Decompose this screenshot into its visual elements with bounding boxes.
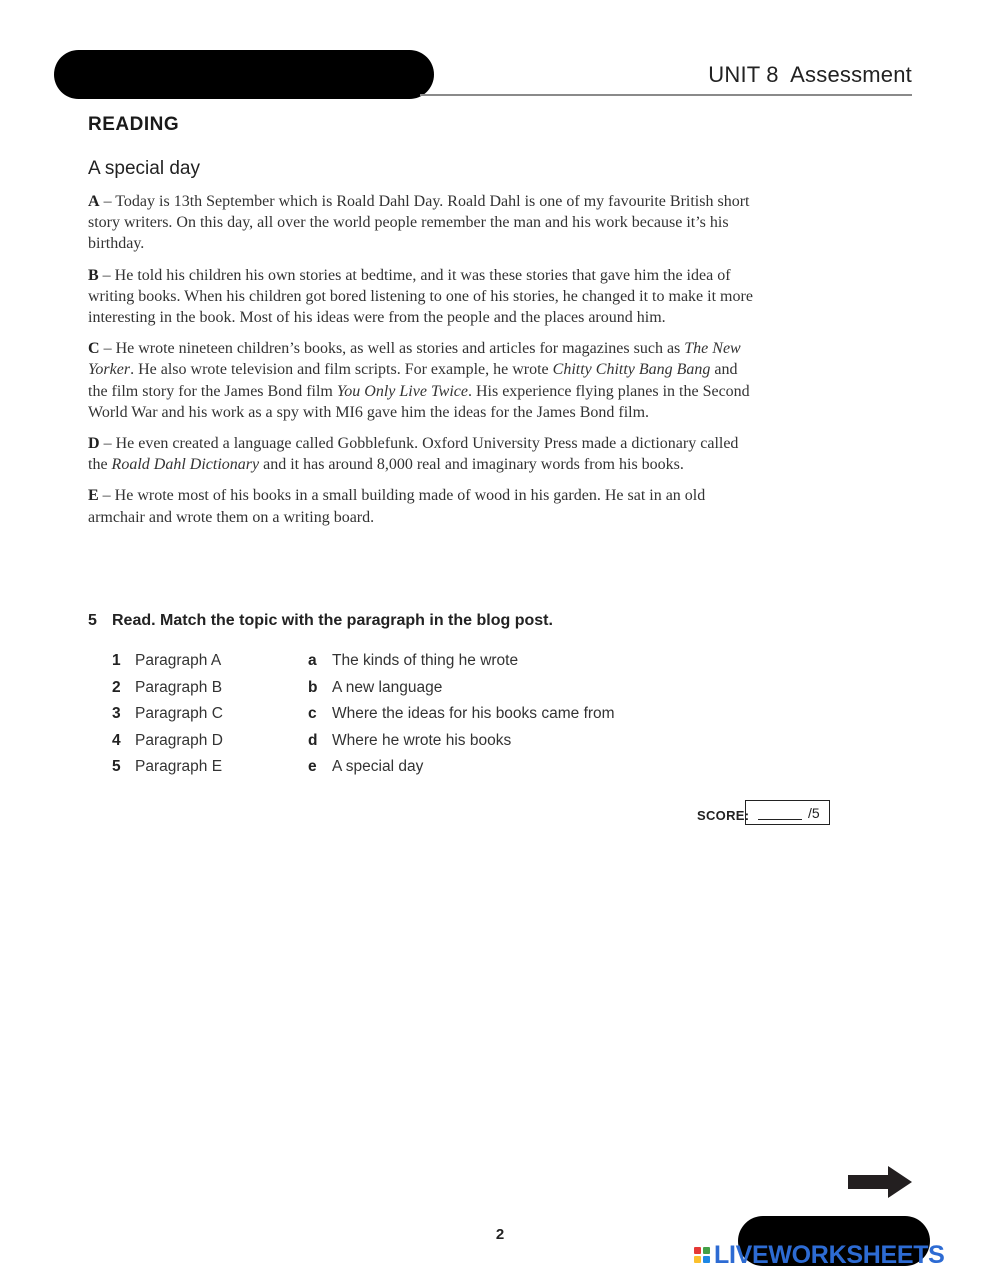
paragraph-e	[88, 485, 756, 527]
item-label: Paragraph E	[135, 758, 223, 775]
paragraph-text: . He also wrote television and film scripts. For example, he wrote	[130, 361, 553, 379]
paragraph-text: and the film story for the James Bond film	[88, 361, 738, 400]
paragraph-letter: A	[88, 193, 100, 210]
match-row	[112, 679, 732, 706]
option-letter: c	[308, 705, 317, 722]
item-number: 5	[112, 758, 121, 775]
header-divider	[420, 94, 912, 96]
match-row	[112, 758, 732, 785]
matching-exercise	[112, 652, 732, 785]
paragraph-text: – Today is 13th September which is Roald Dahl Day. Roald Dahl is one of my favourite British short story writers. On this day, all over the world people remember the man and his work because it’s his birthday.	[88, 193, 750, 253]
question-text: Read. Match the topic with the paragraph in the blog post.	[112, 612, 553, 629]
arrow-right-icon-graphic	[848, 1166, 912, 1198]
item-label: Paragraph A	[135, 652, 222, 669]
item-number: 1	[112, 652, 121, 669]
paragraph-letter: B	[88, 266, 99, 284]
item-label: Paragraph B	[135, 678, 223, 696]
option-text: Where he wrote his books	[332, 731, 512, 749]
option-text: The kinds of thing he wrote	[332, 652, 519, 669]
article-title: A special day	[88, 158, 200, 179]
match-row	[112, 652, 732, 679]
option-letter: b	[308, 678, 318, 696]
score-total: /5	[808, 805, 820, 821]
question-instruction	[88, 612, 553, 630]
brand-name: LIVEWORKSHEETS	[714, 1240, 945, 1269]
option-letter: e	[308, 758, 317, 775]
paragraph-text: – He even created a language called Gobblefunk. Oxford University Press made a dictionary called the	[88, 435, 739, 474]
paragraph-c	[88, 338, 756, 423]
item-label: Paragraph D	[135, 731, 223, 749]
item-number: 3	[112, 705, 121, 722]
liveworksheets-logo-icon	[694, 1247, 710, 1263]
paragraph-letter: D	[88, 435, 100, 453]
match-row	[112, 732, 732, 759]
book-title: Roald Dahl Dictionary	[111, 456, 260, 474]
option-letter: d	[308, 731, 318, 749]
option-text: A new language	[332, 678, 443, 696]
option-letter: a	[308, 652, 317, 669]
page-number: 2	[495, 1226, 505, 1243]
paragraph-a	[88, 191, 756, 255]
redacted-header-block	[54, 50, 434, 99]
paragraph-letter: C	[88, 340, 100, 358]
paragraph-text: . His experience flying planes in the Second World War and his work as a spy with MI6 gave him the ideas for the James Bond film.	[88, 382, 750, 421]
arrow-right-icon[interactable]	[848, 1166, 912, 1198]
paragraph-b	[88, 265, 756, 329]
unit-header	[708, 62, 912, 88]
score-box	[745, 800, 830, 825]
item-number: 4	[112, 731, 121, 749]
magazine-title: The New Yorker	[88, 340, 741, 379]
item-number: 2	[112, 678, 121, 696]
paragraph-letter: E	[88, 487, 99, 505]
film-title: Chitty Chitty Bang Bang	[552, 361, 711, 379]
paragraph-text: and it has around 8,000 real and imaginary words from his books.	[259, 456, 684, 474]
section-heading: READING	[88, 114, 180, 135]
article-body	[88, 191, 756, 538]
film-title: You Only Live Twice	[336, 382, 468, 400]
unit-number: UNIT 8	[708, 62, 779, 87]
option-text: Where the ideas for his books came from	[332, 705, 615, 722]
score-blank	[758, 819, 802, 820]
paragraph-text: – He wrote nineteen children’s books, as well as stories and articles for magazines such as	[99, 340, 685, 358]
match-row	[112, 705, 732, 732]
paragraph-text: – He wrote most of his books in a small building made of wood in his garden. He sat in an old armchair and wrote them on a writing board.	[88, 487, 706, 526]
question-number: 5	[88, 612, 97, 629]
item-label: Paragraph C	[135, 705, 223, 722]
unit-title: Assessment	[790, 62, 912, 87]
liveworksheets-logo	[694, 1240, 945, 1270]
paragraph-d	[88, 433, 756, 475]
paragraph-text: – He told his children his own stories at bedtime, and it was these stories that gave him the idea of writing books. When his children got bored listening to one of his stories, he changed it to make it more interesting in the book. Most of his ideas were from the people and the places around him.	[88, 266, 753, 327]
option-text: A special day	[332, 758, 424, 775]
score-label: SCORE:	[697, 808, 750, 823]
